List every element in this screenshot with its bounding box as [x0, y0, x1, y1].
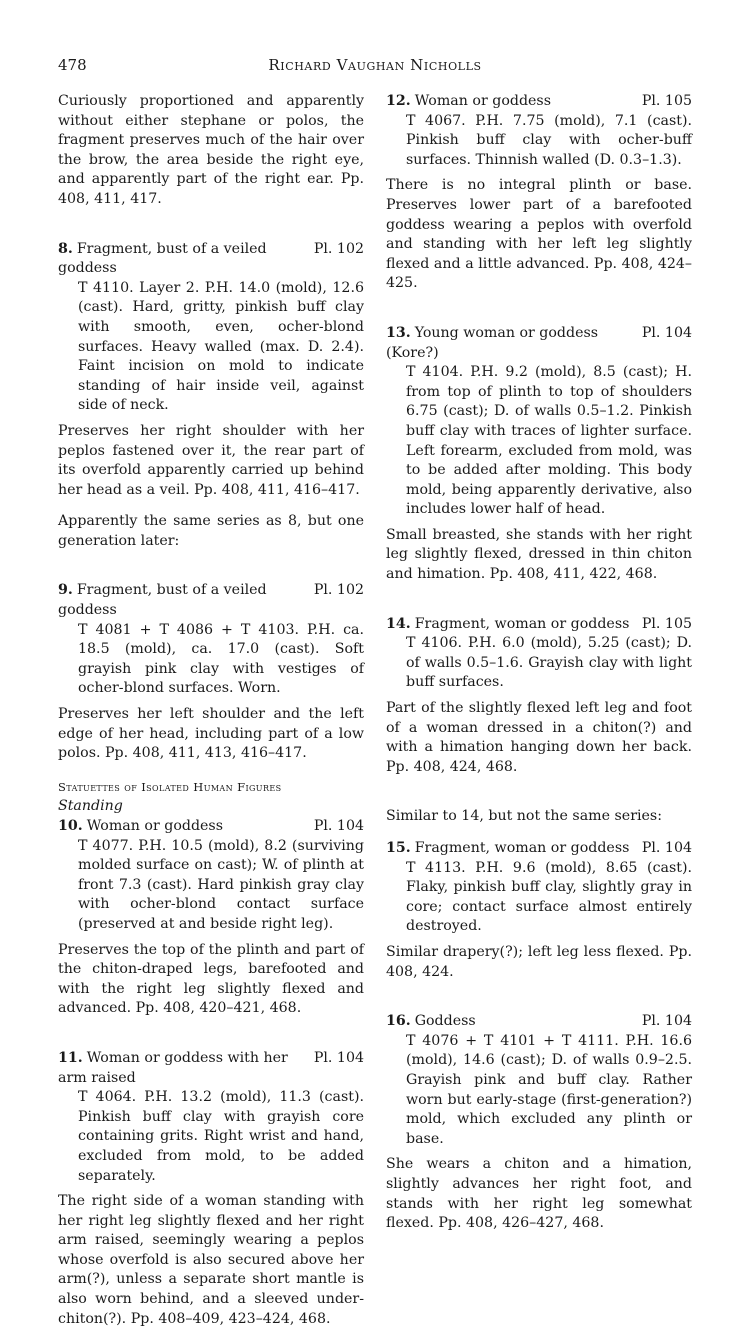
catalog-entry-9 — [58, 581, 364, 763]
catalog-entry-13 — [386, 324, 692, 585]
intro-paragraph: Curiously proportioned and apparently without either stephane or polos, the fragment preserves much of the hair over the brow, the area beside the right eye, and apparently part of the right ear. Pp. 408, 411, 417. — [58, 93, 364, 207]
entry-heading — [58, 817, 364, 837]
entry-text: Preserves her left shoulder and the left edge of her head, including part of a low polos. Pp. 408, 411, 413, 416–417. — [58, 706, 364, 762]
plate-reference: Pl. 104 — [313, 1049, 364, 1066]
plate-reference: Pl. 104 — [313, 818, 364, 834]
entry-text: There is no integral plinth or base. Preserves lower part of a barefooted goddess wearing a peplos with overfold and standing with her left leg slightly flexed and a little advanced. Pp. 408, 424–425. — [386, 177, 692, 292]
entry-number: 10. — [58, 818, 83, 834]
entry-number: 8. — [58, 240, 73, 257]
entry-text: The right side of a woman standing with her right leg slightly flexed and her right arm raised, seemingly wearing a peplos whose overfold is also secured above her arm(?), unless a separate short mantle is also worn behind, and a sleeved under-chiton(?). Pp. 408–409, 423–424, 468. — [58, 1193, 364, 1327]
entry-heading — [58, 581, 364, 620]
plate-reference: Pl. 104 — [641, 324, 692, 341]
plate-reference: Pl. 105 — [641, 615, 692, 632]
entry-text: Preserves her right shoulder with her peplos fastened over it, the rear part of its overfold apparently carried up behind her head as a veil. Pp. 408, 411, 416–417. — [58, 422, 364, 498]
entry-title: Woman or goddess — [86, 818, 223, 834]
entry-description: T 4076 + T 4101 + T 4111. P.H. 16.6 (mold), 14.6 (cast); D. of walls 0.9–2.5. Grayish pink and buff clay. Rather worn but early-stage (first-generation?) mold, which excluded any plinth or base. — [406, 1032, 692, 1147]
plate-reference: Pl. 102 — [313, 582, 364, 599]
entry-number: 11. — [58, 1049, 83, 1066]
entry-title: Young woman or goddess (Kore?) — [386, 324, 599, 361]
section-heading: Statuettes of Isolated Human Figures — [58, 779, 282, 794]
entry-number: 13. — [386, 324, 411, 341]
series-note: Apparently the same series as 8, but one generation later: — [58, 513, 364, 549]
entry-title: Fragment, woman or goddess — [414, 615, 630, 632]
entry-heading — [386, 839, 692, 859]
entry-description: T 4064. P.H. 13.2 (mold), 11.3 (cast). Pinkish buff clay with grayish core containing grits. Right wrist and hand, excluded from mold, to be added separately. — [78, 1089, 364, 1184]
plate-reference: Pl. 105 — [641, 93, 692, 109]
catalog-entry-12 — [386, 92, 692, 294]
entry-description: T 4106. P.H. 6.0 (mold), 5.25 (cast); D. of walls 0.5–1.6. Grayish clay with light buff surfaces. — [406, 635, 692, 691]
entry-title: Fragment, bust of a veiled goddess — [58, 240, 267, 277]
entry-number: 16. — [386, 1013, 411, 1030]
entry-description: T 4110. Layer 2. P.H. 14.0 (mold), 12.6 (cast). Hard, gritty, pinkish buff clay with smooth, even, ocher-blond surfaces. Heavy walled (max. D. 2.4). Faint incision on mold to indicate standing of hair inside veil, against side of neck. — [78, 279, 364, 414]
catalog-entry-11 — [58, 1049, 364, 1329]
subsection-heading: Standing — [58, 798, 123, 815]
entry-text: Preserves the top of the plinth and part of the chiton-draped legs, barefooted and with the right leg slightly flexed and advanced. Pp. 408, 420–421, 468. — [58, 941, 364, 1017]
entry-text: Small breasted, she stands with her right leg slightly flexed, dressed in thin chiton and himation. Pp. 408, 411, 422, 468. — [386, 526, 692, 583]
entry-description: T 4113. P.H. 9.6 (mold), 8.65 (cast). Flaky, pinkish buff clay, slightly gray in core; contact surface almost entirely destroyed. — [406, 859, 692, 935]
entry-number: 14. — [386, 615, 411, 632]
entry-text: Similar drapery(?); left leg less flexed. Pp. 408, 424. — [386, 943, 692, 980]
entry-heading — [386, 92, 692, 112]
page-number: 478 — [58, 56, 87, 74]
plate-reference: Pl. 104 — [641, 840, 692, 856]
right-column — [386, 92, 692, 1234]
entry-description: T 4077. P.H. 10.5 (mold), 8.2 (surviving molded surface on cast); W. of plinth at front 7.3 (cast). Hard pinkish gray clay with ocher-blond contact surface (preserved at and beside right leg). — [78, 837, 364, 932]
entry-title: Woman or goddess with her arm raised — [58, 1049, 288, 1086]
catalog-entry-10 — [58, 817, 364, 1019]
entry-description: T 4081 + T 4086 + T 4103. P.H. ca. 18.5 (mold), ca. 17.0 (cast). Soft grayish pink clay with vestiges of ocher-blond surfaces. Worn. — [78, 621, 364, 697]
entry-heading — [386, 1012, 692, 1032]
catalog-entry-15 — [386, 839, 692, 982]
entry-title: Fragment, bust of a veiled goddess — [58, 582, 267, 619]
entry-heading — [58, 1049, 364, 1088]
entry-title: Goddess — [414, 1013, 476, 1030]
entry-description: T 4104. P.H. 9.2 (mold), 8.5 (cast); H. from top of plinth to top of shoulders 6.75 (cast); D. of walls 0.5–1.2. Pinkish buff clay with traces of lighter surface. Left forearm, excluded from mold, was to be added after molding. This body mold, being apparently derivative, also includes lower half of head. — [406, 364, 692, 518]
entry-number: 9. — [58, 582, 73, 599]
left-column — [58, 92, 364, 1329]
entry-description: T 4067. P.H. 7.75 (mold), 7.1 (cast). Pinkish buff clay with ocher-buff surfaces. Thinnish walled (D. 0.3–1.3). — [406, 112, 692, 168]
entry-heading — [58, 240, 364, 279]
plate-reference: Pl. 102 — [313, 240, 364, 257]
entry-title: Fragment, woman or goddess — [414, 840, 630, 856]
entry-text: She wears a chiton and a himation, slightly advances her right foot, and stands with her right leg somewhat flexed. Pp. 408, 426–427, 468. — [386, 1156, 692, 1232]
entry-number: 15. — [386, 840, 411, 856]
similar-note: Similar to 14, but not the same series: — [386, 808, 662, 825]
entry-heading — [386, 324, 692, 363]
entry-heading — [386, 615, 692, 635]
entry-number: 12. — [386, 93, 411, 109]
entry-title: Woman or goddess — [414, 93, 551, 109]
plate-reference: Pl. 104 — [641, 1013, 692, 1030]
running-header: Richard Vaughan Nicholls — [268, 56, 482, 74]
catalog-entry-16 — [386, 1012, 692, 1234]
catalog-entry-8 — [58, 240, 364, 501]
entry-text: Part of the slightly flexed left leg and foot of a woman dressed in a chiton(?) and with a himation hanging down her back. Pp. 408, 424, 468. — [386, 700, 692, 775]
catalog-entry-14 — [386, 615, 692, 778]
